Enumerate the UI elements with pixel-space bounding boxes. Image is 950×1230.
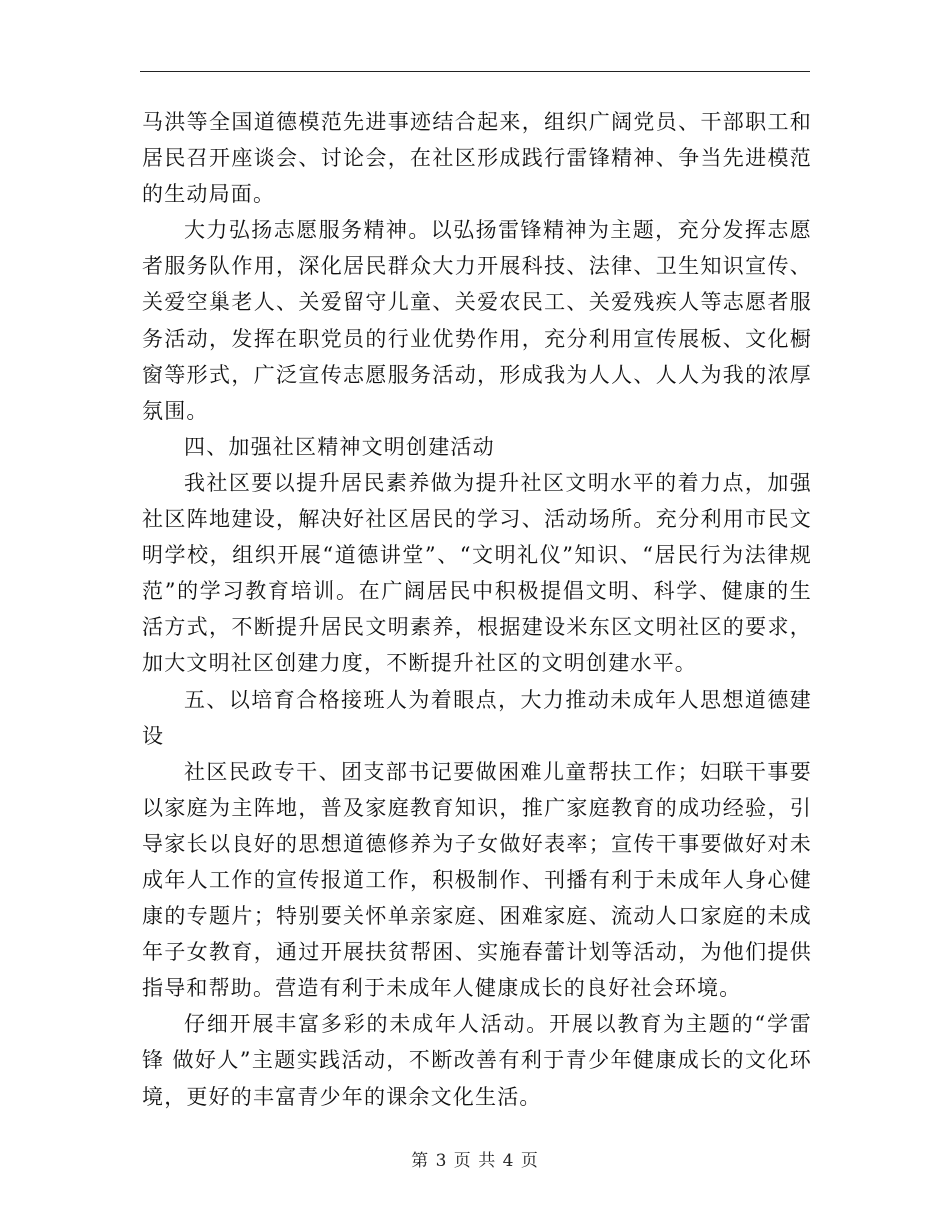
paragraph-community-civilization: 我社区要以提升居民素养做为提升社区文明水平的着力点，加强社区阵地建设，解决好社区居民的学习、活动场所。充分利用市民文明学校，组织开展“道德讲堂”、“文明礼仪”知识、“居民行为法律规范”的学习教育培训。在广阔居民中积极提倡文明、科学、健康的生活方式，不断提升居民文明素养，根据建设米东区文明社区的要求，加大文明社区创建力度，不断提升社区的文明创建水平。 (142, 470, 812, 676)
header-divider (140, 71, 810, 72)
page-footer (0, 1146, 950, 1171)
document-body (142, 104, 812, 1115)
paragraph-minors-support: 社区民政专干、团支部书记要做困难儿童帮扶工作；妇联干事要以家庭为主阵地，普及家庭教育知识，推广家庭教育的成功经验，引导家长以良好的思想道德修养为子女做好表率；宣传干事要做好对未成年人工作的宣传报道工作，积极制作、刊播有利于未成年人身心健康的专题片；特别要关怀单亲家庭、困难家庭、流动人口家庭的未成年子女教育，通过开展扶贫帮困、实施春蕾计划等活动，为他们提供指导和帮助。营造有利于未成年人健康成长的良好社会环境。 (142, 759, 812, 1001)
paragraph-continuation: 马洪等全国道德模范先进事迹结合起来，组织广阔党员、干部职工和居民召开座谈会、讨论会，在社区形成践行雷锋精神、争当先进模范的生动局面。 (142, 110, 812, 207)
page-number: 第 3 页 共 4 页 (411, 1151, 539, 1171)
section-heading-5: 五、以培育合格接班人为着眼点，大力推动未成年人思想道德建设 (142, 687, 812, 748)
paragraph-minors-activities: 仔细开展丰富多彩的未成年人活动。开展以教育为主题的“学雷锋 做好人”主题实践活动，不断改善有利于青少年健康成长的文化环境，更好的丰富青少年的课余文化生活。 (142, 1012, 812, 1109)
paragraph-volunteer-service: 大力弘扬志愿服务精神。以弘扬雷锋精神为主题，充分发挥志愿者服务队作用，深化居民群众大力开展科技、法律、卫生知识宣传、关爱空巢老人、关爱留守儿童、关爱农民工、关爱残疾人等志愿者服务活动，发挥在职党员的行业优势作用，充分利用宣传展板、文化橱窗等形式，广泛宣传志愿服务活动，形成我为人人、人人为我的浓厚氛围。 (142, 218, 812, 423)
section-heading-4: 四、加强社区精神文明创建活动 (184, 434, 495, 459)
